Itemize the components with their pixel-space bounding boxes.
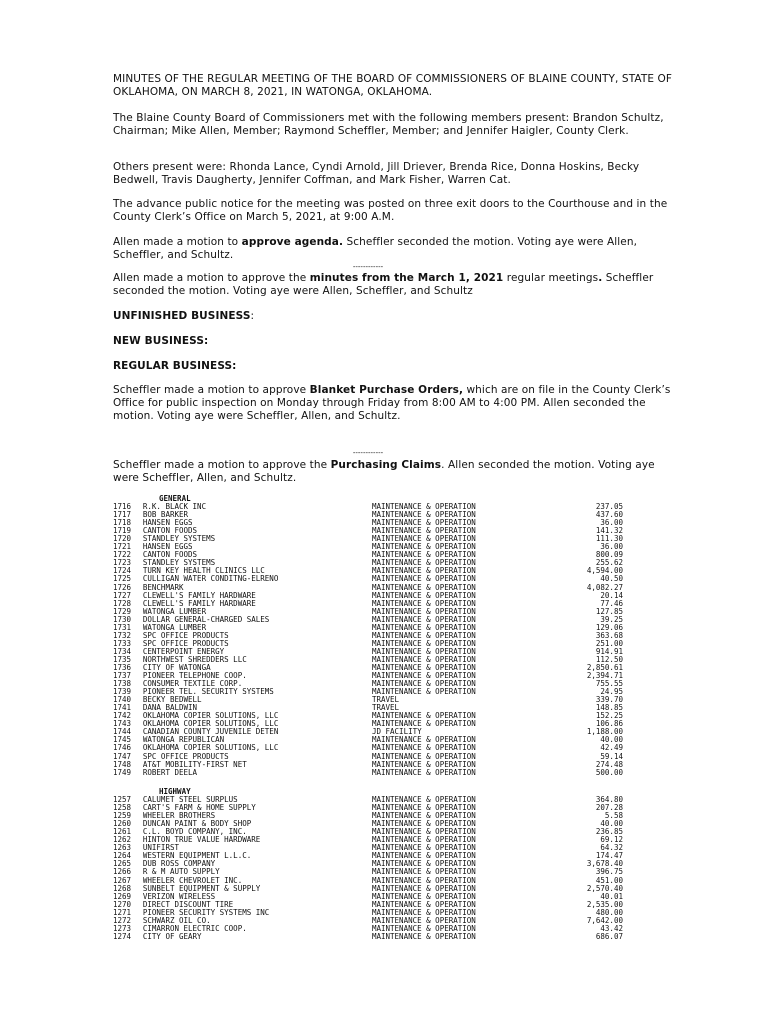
vendor-name: PIONEER SECURITY SYSTEMS INC xyxy=(142,908,270,917)
vendor-name: CLEWELL'S FAMILY HARDWARE xyxy=(142,599,256,608)
claim-description: MAINTENANCE & OPERATION xyxy=(371,534,476,544)
new-business-heading: NEW BUSINESS: xyxy=(113,335,209,347)
highway-section-title: HIGHWAY xyxy=(159,787,191,796)
vendor-name: HANSEN EGGS xyxy=(142,543,193,552)
table-row xyxy=(113,877,623,885)
claim-description: MAINTENANCE & OPERATION xyxy=(371,566,476,576)
vendor-name: DIRECT DISCOUNT TIRE xyxy=(142,900,234,909)
vendor-name: WHEELER BROTHERS xyxy=(142,812,216,821)
vendor-name: AT&T MOBILITY-FIRST NET xyxy=(142,760,247,769)
vendor-name: ROBERT DEELA xyxy=(142,768,198,777)
claim-description: MAINTENANCE & OPERATION xyxy=(371,638,476,648)
claim-amount: 39.25 xyxy=(600,614,623,624)
table-row xyxy=(113,804,623,812)
vendor-name: PIONEER TELEPHONE COOP. xyxy=(142,672,247,681)
table-row xyxy=(113,844,623,852)
claim-number: 1273 xyxy=(113,923,132,933)
claim-amount: 914.91 xyxy=(595,646,623,656)
table-row xyxy=(113,925,623,933)
claim-description: MAINTENANCE & OPERATION xyxy=(371,899,476,909)
vendor-name: CANTON FOODS xyxy=(142,527,198,536)
claim-amount: 129.06 xyxy=(595,622,623,632)
table-row xyxy=(113,728,623,736)
table-row xyxy=(113,680,623,688)
vendor-name: R.K. BLACK INC xyxy=(142,503,207,512)
table-row xyxy=(113,511,623,519)
claim-description: MAINTENANCE & OPERATION xyxy=(371,687,476,697)
claim-description: MAINTENANCE & OPERATION xyxy=(371,867,476,877)
vendor-name: WATONGA REPUBLICAN xyxy=(142,736,225,745)
claim-number: 1722 xyxy=(113,550,132,560)
unfinished-business-heading: UNFINISHED BUSINESS: xyxy=(113,310,255,322)
claim-amount: 36.00 xyxy=(600,542,623,552)
table-row xyxy=(113,559,623,567)
separator-line: ------------ xyxy=(352,263,384,271)
vendor-name: STANDLEY SYSTEMS xyxy=(142,559,216,568)
claim-description: MAINTENANCE & OPERATION xyxy=(371,582,476,592)
claim-number: 1737 xyxy=(113,671,132,681)
claim-description: MAINTENANCE & OPERATION xyxy=(371,795,476,805)
claim-number: 1739 xyxy=(113,687,132,697)
claim-amount: 437.60 xyxy=(595,510,623,520)
vendor-name: CITY OF GEARY xyxy=(142,932,202,941)
claim-amount: 236.85 xyxy=(595,827,623,837)
claim-description: MAINTENANCE & OPERATION xyxy=(371,915,476,925)
claim-amount: 42.49 xyxy=(600,743,623,753)
claim-description: MAINTENANCE & OPERATION xyxy=(371,835,476,845)
claim-amount: 77.46 xyxy=(600,598,623,608)
claim-description: MAINTENANCE & OPERATION xyxy=(371,859,476,869)
claim-number: 1734 xyxy=(113,646,132,656)
claim-amount: 69.12 xyxy=(600,835,623,845)
claim-number: 1731 xyxy=(113,622,132,632)
table-row xyxy=(113,600,623,608)
claim-amount: 112.50 xyxy=(595,654,623,664)
table-row xyxy=(113,616,623,624)
table-row xyxy=(113,753,623,761)
claim-amount: 7,642.00 xyxy=(586,915,623,925)
claim-number: 1719 xyxy=(113,526,132,536)
claim-amount: 686.07 xyxy=(595,931,623,941)
table-row xyxy=(113,761,623,769)
claim-number: 1269 xyxy=(113,891,132,901)
table-row xyxy=(113,584,623,592)
vendor-name: OKLAHOMA COPIER SOLUTIONS, LLC xyxy=(142,720,279,729)
table-row xyxy=(113,796,623,804)
table-row xyxy=(113,893,623,901)
vendor-name: SUNBELT EQUIPMENT & SUPPLY xyxy=(142,884,261,893)
table-row xyxy=(113,769,623,777)
claim-amount: 106.86 xyxy=(595,719,623,729)
table-row xyxy=(113,503,623,511)
claim-number: 1720 xyxy=(113,534,132,544)
claim-number: 1732 xyxy=(113,630,132,640)
claim-description: MAINTENANCE & OPERATION xyxy=(371,646,476,656)
vendor-name: NORTHWEST SHREDDERS LLC xyxy=(142,655,247,664)
vendor-name: DOLLAR GENERAL-CHARGED SALES xyxy=(142,615,270,624)
general-section-title: GENERAL xyxy=(159,494,191,503)
claim-description: MAINTENANCE & OPERATION xyxy=(371,550,476,560)
claim-description: MAINTENANCE & OPERATION xyxy=(371,711,476,721)
claim-number: 1267 xyxy=(113,875,132,885)
vendor-name: CITY OF WATONGA xyxy=(142,663,211,672)
vendor-name: C.L. BOYD COMPANY, INC. xyxy=(142,828,247,837)
vendor-name: SPC OFFICE PRODUCTS xyxy=(142,631,229,640)
claim-number: 1261 xyxy=(113,827,132,837)
claim-description: MAINTENANCE & OPERATION xyxy=(371,662,476,672)
claim-description: MAINTENANCE & OPERATION xyxy=(371,811,476,821)
claim-amount: 40.00 xyxy=(600,735,623,745)
claim-description: MAINTENANCE & OPERATION xyxy=(371,614,476,624)
vendor-name: PIONEER TEL. SECURITY SYSTEMS xyxy=(142,688,274,697)
claim-amount: 255.62 xyxy=(595,558,623,568)
claim-description: MAINTENANCE & OPERATION xyxy=(371,671,476,681)
vendor-name: BECKY BEDWELL xyxy=(142,696,202,705)
vendor-name: WATONGA LUMBER xyxy=(142,623,207,632)
claim-amount: 4,594.00 xyxy=(586,566,623,576)
table-row xyxy=(113,909,623,917)
claim-description: MAINTENANCE & OPERATION xyxy=(371,654,476,664)
claim-amount: 251.00 xyxy=(595,638,623,648)
vendor-name: OKLAHOMA COPIER SOLUTIONS, LLC xyxy=(142,744,279,753)
motion-approve-minutes: Allen made a motion to approve the minutes from the March 1, 2021 regular meetings. Scheffler seconded the motion. Voting aye were Allen, Scheffler, and Schultz xyxy=(113,272,654,297)
claim-amount: 36.00 xyxy=(600,518,623,528)
claim-number: 1268 xyxy=(113,883,132,893)
claim-amount: 141.32 xyxy=(595,526,623,536)
public-notice-paragraph: The advance public notice for the meeting was posted on three exit doors to the Courthouse and in the County Clerk’s Office on March 5, 2021, at 9:00 A.M. xyxy=(113,198,668,223)
claim-number: 1740 xyxy=(113,695,132,705)
vendor-name: CANADIAN COUNTY JUVENILE DETEN xyxy=(142,728,279,737)
separator-line: ------------ xyxy=(352,449,384,457)
table-row xyxy=(113,632,623,640)
claim-amount: 237.05 xyxy=(595,502,623,512)
vendor-name: DUNCAN PAINT & BODY SHOP xyxy=(142,820,252,829)
claim-number: 1742 xyxy=(113,711,132,721)
vendor-name: CULLIGAN WATER CONDITNG-ELRENO xyxy=(142,575,279,584)
claim-number: 1257 xyxy=(113,795,132,805)
claim-description: MAINTENANCE & OPERATION xyxy=(371,759,476,769)
claim-amount: 396.75 xyxy=(595,867,623,877)
claim-number: 1271 xyxy=(113,907,132,917)
table-row xyxy=(113,704,623,712)
claim-description: MAINTENANCE & OPERATION xyxy=(371,630,476,640)
claim-description: MAINTENANCE & OPERATION xyxy=(371,743,476,753)
table-row xyxy=(113,712,623,720)
claim-description: MAINTENANCE & OPERATION xyxy=(371,827,476,837)
vendor-name: CIMARRON ELECTRIC COOP. xyxy=(142,924,247,933)
claim-number: 1721 xyxy=(113,542,132,552)
vendor-name: DUB ROSS COMPANY xyxy=(142,860,216,869)
claim-amount: 174.47 xyxy=(595,851,623,861)
claim-description: MAINTENANCE & OPERATION xyxy=(371,574,476,584)
claim-number: 1749 xyxy=(113,767,132,777)
vendor-name: CENTERPOINT ENERGY xyxy=(142,647,225,656)
claim-number: 1265 xyxy=(113,859,132,869)
table-row xyxy=(113,868,623,876)
vendor-name: CALUMET STEEL SURPLUS xyxy=(142,796,238,805)
claim-description: MAINTENANCE & OPERATION xyxy=(371,558,476,568)
motion-purchasing-claims: Scheffler made a motion to approve the Purchasing Claims. Allen seconded the motion. Voting aye were Scheffler, Allen, and Schultz. xyxy=(113,459,655,484)
claim-number: 1259 xyxy=(113,811,132,821)
table-row xyxy=(113,519,623,527)
claim-description: MAINTENANCE & OPERATION xyxy=(371,875,476,885)
table-row xyxy=(113,812,623,820)
claim-number: 1263 xyxy=(113,843,132,853)
claim-amount: 480.00 xyxy=(595,907,623,917)
minutes-heading: MINUTES OF THE REGULAR MEETING OF THE BOARD OF COMMISSIONERS OF BLAINE COUNTY, STATE OF OKLAHOMA, ON MARCH 8, 2021, IN WATONGA, OKLAHOMA. xyxy=(113,73,673,98)
vendor-name: SCHWARZ OIL CO. xyxy=(142,916,211,925)
claim-amount: 20.14 xyxy=(600,590,623,600)
claim-number: 1725 xyxy=(113,574,132,584)
table-row xyxy=(113,672,623,680)
claim-description: MAINTENANCE & OPERATION xyxy=(371,526,476,536)
table-row xyxy=(113,917,623,925)
table-row xyxy=(113,648,623,656)
vendor-name: SPC OFFICE PRODUCTS xyxy=(142,639,229,648)
claim-number: 1738 xyxy=(113,679,132,689)
claim-amount: 40.00 xyxy=(600,819,623,829)
claim-amount: 207.28 xyxy=(595,803,623,813)
claim-number: 1260 xyxy=(113,819,132,829)
claim-amount: 4,082.27 xyxy=(586,582,623,592)
others-present-paragraph: Others present were: Rhonda Lance, Cyndi Arnold, Jill Driever, Brenda Rice, Donna Hoskins, Becky Bedwell, Travis Daugherty, Jennifer Coffman, and Mark Fisher, Warren Cat. xyxy=(113,161,640,186)
claim-number: 1728 xyxy=(113,598,132,608)
claim-amount: 64.32 xyxy=(600,843,623,853)
vendor-name: HINTON TRUE VALUE HARDWARE xyxy=(142,836,261,845)
claim-number: 1747 xyxy=(113,751,132,761)
claim-description: MAINTENANCE & OPERATION xyxy=(371,590,476,600)
claim-description: MAINTENANCE & OPERATION xyxy=(371,843,476,853)
claim-amount: 339.70 xyxy=(595,695,623,705)
table-row xyxy=(113,640,623,648)
table-row xyxy=(113,860,623,868)
vendor-name: CONSUMER TEXTILE CORP. xyxy=(142,680,243,689)
claim-description: MAINTENANCE & OPERATION xyxy=(371,719,476,729)
table-row xyxy=(113,688,623,696)
table-row xyxy=(113,933,623,941)
general-claims-table xyxy=(113,495,623,777)
claim-description: MAINTENANCE & OPERATION xyxy=(371,819,476,829)
claim-amount: 274.48 xyxy=(595,759,623,769)
vendor-name: VERIZON WIRELESS xyxy=(142,892,216,901)
claim-number: 1718 xyxy=(113,518,132,528)
vendor-name: BOB BARKER xyxy=(142,511,189,520)
claim-amount: 43.42 xyxy=(600,923,623,933)
motion-blanket-purchase-orders: Scheffler made a motion to approve Blanket Purchase Orders, which are on file in the County Clerk’s Office for public inspection on Monday through Friday from 8:00 AM to 4:00 PM. Allen seconded the motion. Voting aye were Scheffler, Allen, and Schultz. xyxy=(113,384,671,422)
vendor-name: WESTERN EQUIPMENT L.L.C. xyxy=(142,852,252,861)
claim-description: JD FACILITY xyxy=(371,727,422,737)
table-row xyxy=(113,535,623,543)
claim-amount: 800.09 xyxy=(595,550,623,560)
table-row xyxy=(113,543,623,551)
claim-amount: 24.95 xyxy=(600,687,623,697)
claim-description: MAINTENANCE & OPERATION xyxy=(371,735,476,745)
claim-amount: 500.00 xyxy=(595,767,623,777)
claim-number: 1258 xyxy=(113,803,132,813)
claim-number: 1748 xyxy=(113,759,132,769)
table-row xyxy=(113,624,623,632)
vendor-name: STANDLEY SYSTEMS xyxy=(142,535,216,544)
vendor-name: CART'S FARM & HOME SUPPLY xyxy=(142,804,256,813)
claim-description: MAINTENANCE & OPERATION xyxy=(371,542,476,552)
table-row xyxy=(113,852,623,860)
claim-amount: 40.50 xyxy=(600,574,623,584)
claim-description: MAINTENANCE & OPERATION xyxy=(371,622,476,632)
vendor-name: SPC OFFICE PRODUCTS xyxy=(142,752,229,761)
table-row xyxy=(113,836,623,844)
claim-number: 1743 xyxy=(113,719,132,729)
claim-number: 1266 xyxy=(113,867,132,877)
claim-amount: 2,394.71 xyxy=(586,671,623,681)
claim-amount: 111.30 xyxy=(595,534,623,544)
claim-amount: 2,850.61 xyxy=(586,662,623,672)
vendor-name: WATONGA LUMBER xyxy=(142,607,207,616)
table-row xyxy=(113,527,623,535)
claim-amount: 2,535.00 xyxy=(586,899,623,909)
vendor-name: WHEELER CHEVROLET INC. xyxy=(142,876,243,885)
members-present-paragraph: The Blaine County Board of Commissioners met with the following members present: Brandon Schultz, Chairman; Mike Allen, Member; Raymond Scheffler, Member; and Jennifer Haigler, County Clerk. xyxy=(113,112,664,137)
vendor-name: CLEWELL'S FAMILY HARDWARE xyxy=(142,591,256,600)
claim-number: 1733 xyxy=(113,638,132,648)
claim-description: MAINTENANCE & OPERATION xyxy=(371,767,476,777)
table-row xyxy=(113,592,623,600)
claim-description: MAINTENANCE & OPERATION xyxy=(371,679,476,689)
claim-amount: 2,570.40 xyxy=(586,883,623,893)
claim-description: MAINTENANCE & OPERATION xyxy=(371,883,476,893)
vendor-name: R & M AUTO SUPPLY xyxy=(142,868,220,877)
claim-description: MAINTENANCE & OPERATION xyxy=(371,598,476,608)
claim-description: MAINTENANCE & OPERATION xyxy=(371,907,476,917)
claim-amount: 363.68 xyxy=(595,630,623,640)
claim-amount: 152.25 xyxy=(595,711,623,721)
table-row xyxy=(113,828,623,836)
vendor-name: HANSEN EGGS xyxy=(142,519,193,528)
claim-description: TRAVEL xyxy=(371,695,400,705)
claim-description: MAINTENANCE & OPERATION xyxy=(371,851,476,861)
claim-description: MAINTENANCE & OPERATION xyxy=(371,606,476,616)
claim-amount: 148.85 xyxy=(595,703,623,713)
table-row xyxy=(113,551,623,559)
claim-number: 1735 xyxy=(113,654,132,664)
table-row xyxy=(113,736,623,744)
claim-number: 1746 xyxy=(113,743,132,753)
claim-number: 1736 xyxy=(113,662,132,672)
claim-number: 1272 xyxy=(113,915,132,925)
claim-description: MAINTENANCE & OPERATION xyxy=(371,931,476,941)
claim-description: MAINTENANCE & OPERATION xyxy=(371,803,476,813)
table-row xyxy=(113,696,623,704)
claim-number: 1745 xyxy=(113,735,132,745)
claim-number: 1730 xyxy=(113,614,132,624)
claim-number: 1270 xyxy=(113,899,132,909)
claim-amount: 451.00 xyxy=(595,875,623,885)
claim-description: MAINTENANCE & OPERATION xyxy=(371,923,476,933)
claim-description: MAINTENANCE & OPERATION xyxy=(371,891,476,901)
table-row xyxy=(113,567,623,575)
table-row xyxy=(113,720,623,728)
table-row xyxy=(113,744,623,752)
regular-business-heading: REGULAR BUSINESS: xyxy=(113,360,237,372)
table-row xyxy=(113,575,623,583)
highway-claims-table xyxy=(113,788,623,941)
claim-number: 1716 xyxy=(113,502,132,512)
claim-amount: 59.14 xyxy=(600,751,623,761)
claim-amount: 364.80 xyxy=(595,795,623,805)
claim-number: 1741 xyxy=(113,703,132,713)
claim-description: MAINTENANCE & OPERATION xyxy=(371,751,476,761)
claim-number: 1744 xyxy=(113,727,132,737)
vendor-name: TURN KEY HEALTH CLINICS LLC xyxy=(142,567,265,576)
table-row xyxy=(113,901,623,909)
claim-number: 1274 xyxy=(113,931,132,941)
claim-amount: 40.01 xyxy=(600,891,623,901)
vendor-name: DANA BALDWIN xyxy=(142,704,198,713)
claim-number: 1724 xyxy=(113,566,132,576)
claim-amount: 1,188.00 xyxy=(586,727,623,737)
claim-amount: 5.58 xyxy=(604,811,623,821)
claim-description: MAINTENANCE & OPERATION xyxy=(371,502,476,512)
claim-amount: 755.55 xyxy=(595,679,623,689)
claim-number: 1717 xyxy=(113,510,132,520)
claim-description: TRAVEL xyxy=(371,703,400,713)
claim-number: 1264 xyxy=(113,851,132,861)
table-row xyxy=(113,656,623,664)
table-row xyxy=(113,820,623,828)
table-row xyxy=(113,608,623,616)
vendor-name: CANTON FOODS xyxy=(142,551,198,560)
claim-number: 1726 xyxy=(113,582,132,592)
claim-amount: 3,678.40 xyxy=(586,859,623,869)
motion-approve-agenda: Allen made a motion to approve agenda. Scheffler seconded the motion. Voting aye were Allen, Scheffler, and Schultz. xyxy=(113,236,638,261)
table-row xyxy=(113,885,623,893)
vendor-name: BENCHMARK xyxy=(142,583,184,592)
claim-number: 1729 xyxy=(113,606,132,616)
claim-description: MAINTENANCE & OPERATION xyxy=(371,510,476,520)
claim-number: 1727 xyxy=(113,590,132,600)
claim-number: 1723 xyxy=(113,558,132,568)
table-row xyxy=(113,664,623,672)
vendor-name: OKLAHOMA COPIER SOLUTIONS, LLC xyxy=(142,712,279,721)
vendor-name: UNIFIRST xyxy=(142,844,179,853)
claim-number: 1262 xyxy=(113,835,132,845)
claim-description: MAINTENANCE & OPERATION xyxy=(371,518,476,528)
claim-amount: 127.85 xyxy=(595,606,623,616)
